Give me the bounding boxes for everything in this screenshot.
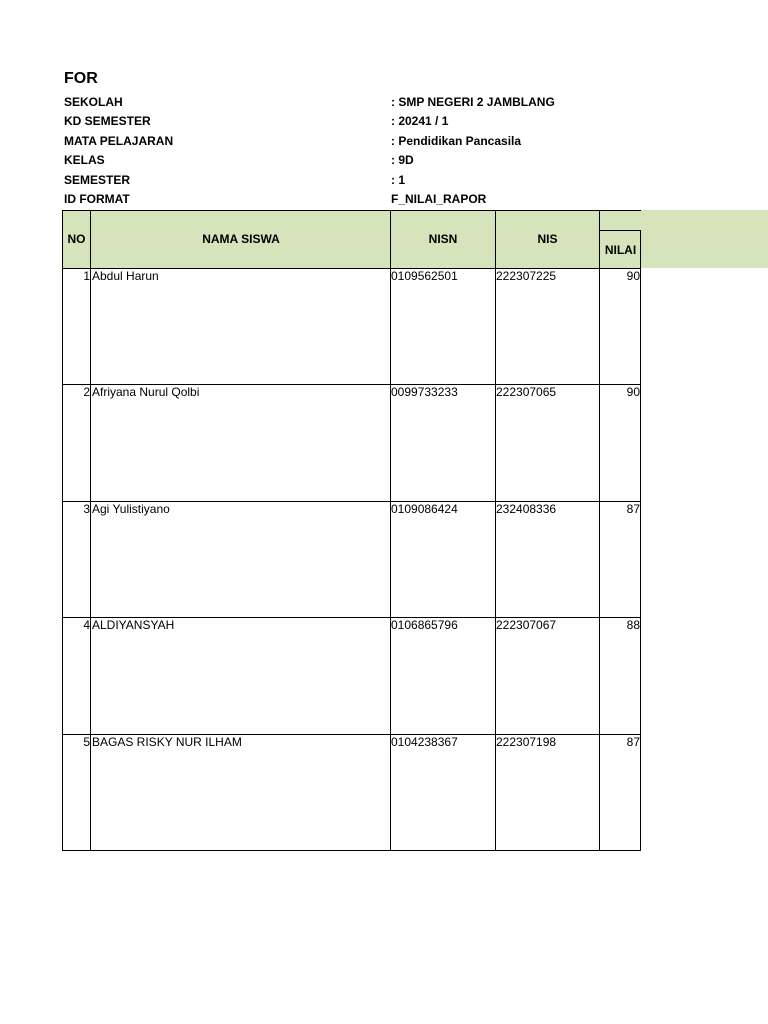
cell-no: 1 <box>83 269 90 283</box>
grid-line <box>62 210 600 211</box>
cell-nis: 222307225 <box>496 269 557 283</box>
cell-no: 4 <box>83 618 90 632</box>
header-nisn: NISN <box>428 232 458 246</box>
cell-nis: 222307198 <box>496 735 557 749</box>
meta-value-kd-semester: : 20241 / 1 <box>391 114 449 128</box>
cell-nisn: 0106865796 <box>391 618 458 632</box>
cell-nis: 222307065 <box>496 385 557 399</box>
meta-label-kd-semester: KD SEMESTER <box>64 114 151 128</box>
meta-value-semester: : 1 <box>391 173 406 187</box>
grid-line <box>62 850 641 851</box>
meta-label-kelas: KELAS <box>64 153 105 167</box>
meta-value-mata-pelajaran: : Pendidikan Pancasila <box>391 134 522 148</box>
grid-line <box>495 210 496 851</box>
cell-nama-siswa: ALDIYANSYAH <box>92 618 175 632</box>
cell-nama-siswa: Agi Yulistiyano <box>92 502 170 516</box>
grid-line <box>640 230 641 851</box>
grid-line <box>600 230 641 231</box>
header-nama-siswa: NAMA SISWA <box>202 232 280 246</box>
cell-nilai: 90 <box>626 385 640 399</box>
cell-nama-siswa: BAGAS RISKY NUR ILHAM <box>92 735 242 749</box>
cell-nilai: 87 <box>626 502 640 516</box>
meta-label-id-format: ID FORMAT <box>64 192 130 206</box>
cell-nama-siswa: Abdul Harun <box>92 269 159 283</box>
grid-line <box>600 210 641 211</box>
meta-value-sekolah: : SMP NEGERI 2 JAMBLANG <box>391 95 555 109</box>
cell-no: 2 <box>83 385 90 399</box>
cell-nilai: 90 <box>626 269 640 283</box>
cell-no: 3 <box>83 502 90 516</box>
meta-label-sekolah: SEKOLAH <box>64 95 123 109</box>
header-no: NO <box>67 232 86 246</box>
cell-nisn: 0099733233 <box>391 385 458 399</box>
meta-label-mata-pelajaran: MATA PELAJARAN <box>64 134 174 148</box>
cell-nama-siswa: Afriyana Nurul Qolbi <box>92 385 200 399</box>
meta-label-semester: SEMESTER <box>64 173 131 187</box>
header-nilai: NILAI <box>604 242 637 257</box>
meta-value-id-format: F_NILAI_RAPOR <box>391 192 487 206</box>
grid-line <box>62 210 63 851</box>
cell-nisn: 0104238367 <box>391 735 458 749</box>
meta-value-kelas: : 9D <box>391 153 414 167</box>
grid-line <box>599 210 600 851</box>
cell-nisn: 0109086424 <box>391 502 458 516</box>
cell-nis: 222307067 <box>496 618 557 632</box>
cell-nilai: 87 <box>626 735 640 749</box>
cell-nilai: 88 <box>626 618 640 632</box>
cell-nis: 232408336 <box>496 502 557 516</box>
grid-line <box>390 210 391 851</box>
cell-nisn: 0109562501 <box>391 269 458 283</box>
cell-no: 5 <box>83 735 90 749</box>
document-title: FOR <box>64 70 98 87</box>
grid-line <box>90 210 91 851</box>
header-nis: NIS <box>537 232 558 246</box>
